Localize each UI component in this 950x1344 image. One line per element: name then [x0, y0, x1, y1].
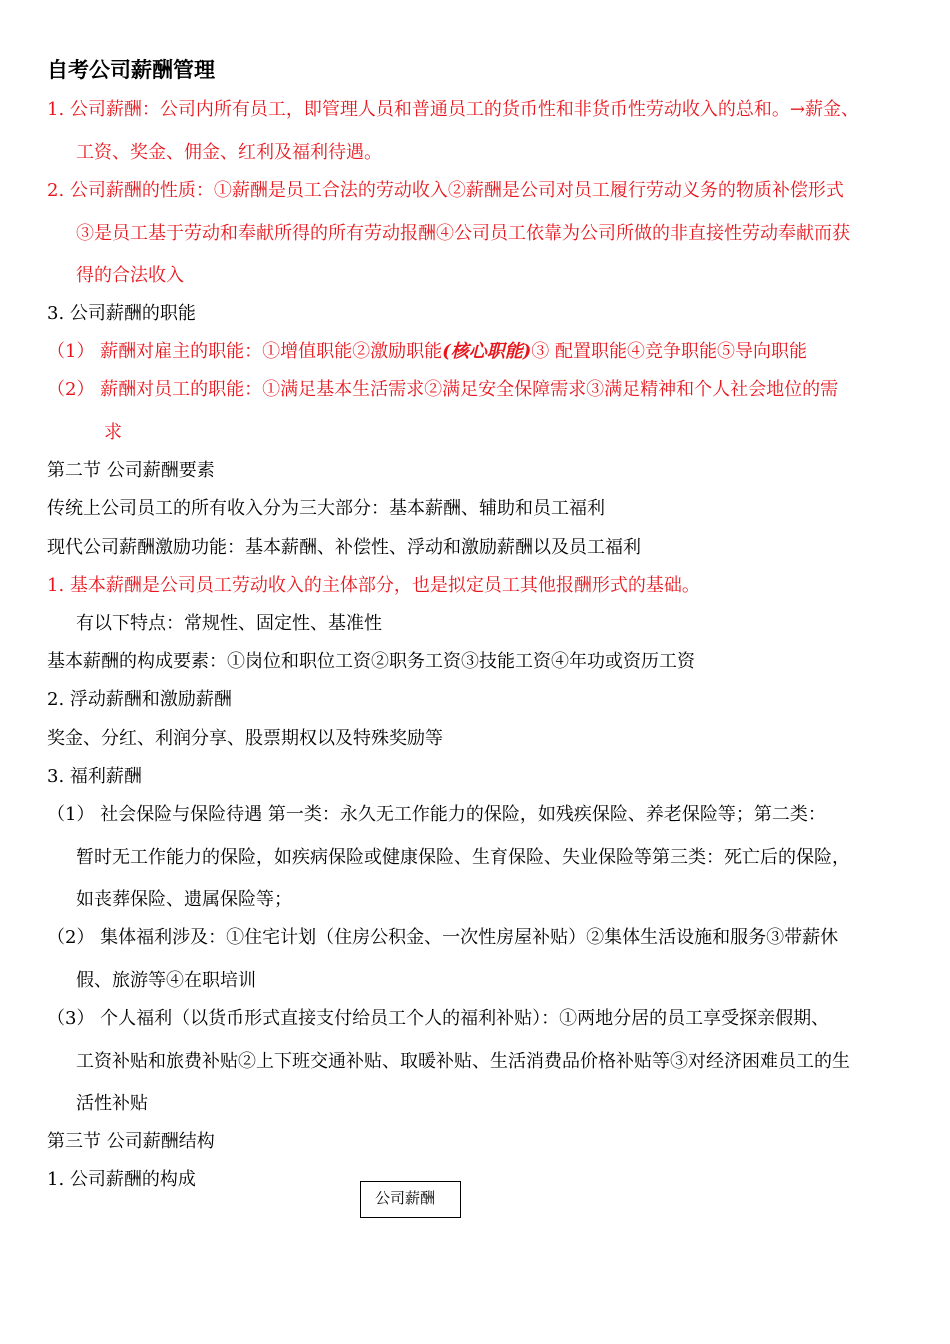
section-3-heading: 第三节 公司薪酬结构 — [47, 1131, 215, 1152]
welfare-3-line-2: 工资补贴和旅费补贴②上下班交通补贴、取暖补贴、生活消费品价格补贴等③对经济困难员工的生 — [76, 1051, 850, 1072]
structure-item-1: 1. 公司薪酬的构成 — [47, 1169, 196, 1190]
paragraph-modern: 现代公司薪酬激励功能：基本薪酬、补偿性、浮动和激励薪酬以及员工福利 — [47, 537, 641, 558]
item-2-line-2: ③是员工基于劳动和奉献所得的所有劳动报酬④公司员工依靠为公司所做的非直接性劳动奉献而获 — [76, 223, 850, 244]
sub-item-2-line-1: （2） 薪酬对员工的职能：①满足基本生活需求②满足安全保障需求③满足精神和个人社会地位的需 — [47, 379, 839, 400]
item-2-line-1: 2. 公司薪酬的性质：①薪酬是员工合法的劳动收入②薪酬是公司对员工履行劳动义务的物质补偿形式 — [47, 180, 844, 201]
floating-pay-items: 奖金、分红、利润分享、股票期权以及特殊奖励等 — [47, 728, 443, 749]
base-pay-features: 有以下特点：常规性、固定性、基准性 — [76, 613, 382, 634]
compensation-box — [360, 1181, 461, 1218]
section-2-heading: 第二节 公司薪酬要素 — [47, 460, 215, 481]
compensation-box-label: 公司薪酬 — [375, 1189, 436, 1207]
floating-pay-heading: 2. 浮动薪酬和激励薪酬 — [47, 689, 232, 710]
sub-item-2-line-2: 求 — [104, 422, 122, 443]
sub-item-1-text: （1） 薪酬对雇主的职能：①增值职能②激励职能 — [47, 341, 443, 362]
welfare-3-line-1: （3） 个人福利（以货币形式直接支付给员工个人的福利补贴）：①两地分居的员工享受探亲假期、 — [47, 1008, 830, 1029]
core-function-emphasis: (核心职能) — [442, 341, 532, 362]
welfare-2-line-1: （2） 集体福利涉及：①住宅计划（住房公积金、一次性房屋补贴）②集体生活设施和服务③带薪休 — [47, 927, 839, 948]
item-1-line-2: 工资、奖金、佣金、红利及福利待遇。 — [76, 142, 382, 163]
welfare-3-line-3: 活性补贴 — [76, 1093, 148, 1114]
base-pay-item: 1. 基本薪酬是公司员工劳动收入的主体部分，也是拟定员工其他报酬形式的基础。 — [47, 575, 700, 596]
welfare-1-line-1: （1） 社会保险与保险待遇 第一类：永久无工作能力的保险，如残疾保险、养老保险等；第二类： — [47, 804, 826, 825]
document-title: 自考公司薪酬管理 — [47, 58, 215, 82]
item-2-line-3: 得的合法收入 — [76, 265, 184, 286]
sub-item-1-rest: ③ 配置职能④竞争职能⑤导向职能 — [531, 341, 807, 362]
paragraph-traditional: 传统上公司员工的所有收入分为三大部分：基本薪酬、辅助和员工福利 — [47, 498, 605, 519]
item-3-heading: 3. 公司薪酬的职能 — [47, 303, 196, 324]
item-1-line-1: 1. 公司薪酬：公司内所有员工，即管理人员和普通员工的货币性和非货币性劳动收入的总和。→薪金、 — [47, 99, 859, 120]
welfare-heading: 3. 福利薪酬 — [47, 766, 142, 787]
base-pay-elements: 基本薪酬的构成要素：①岗位和职位工资②职务工资③技能工资④年功或资历工资 — [47, 651, 695, 672]
sub-item-1 — [47, 340, 807, 364]
welfare-1-line-3: 如丧葬保险、遗属保险等； — [76, 889, 292, 910]
welfare-1-line-2: 暂时无工作能力的保险，如疾病保险或健康保险、生育保险、失业保险等第三类：死亡后的保险， — [76, 847, 850, 868]
welfare-2-line-2: 假、旅游等④在职培训 — [76, 970, 256, 991]
